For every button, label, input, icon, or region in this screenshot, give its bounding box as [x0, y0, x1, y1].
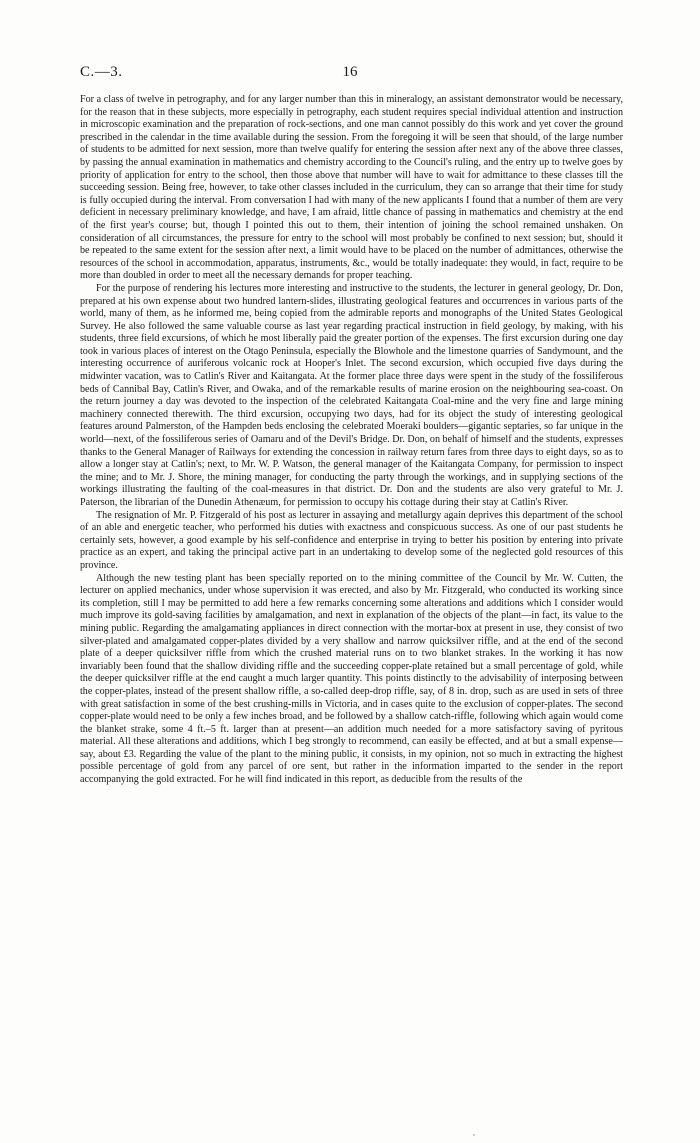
- scan-speck: [473, 1134, 475, 1136]
- paragraph-fitzgerald-resignation: The resignation of Mr. P. Fitzgerald of his post as lecturer in assaying and metallurgy again deprives this department of the school of an able and energetic teacher, who performed his duties with exactness and conspicuous success. As one of our past students he certainly sets, however, a good example by his self-confidence and enterprise in trying to better his position by entering into private practice as an expert, and taking the principal active part in an undertaking to develop some of the neglected gold resources of this province.: [80, 509, 623, 571]
- paragraph-testing-plant: Although the new testing plant has been specially reported on to the mining committee of the Council by Mr. W. Cutten, the lecturer on applied mechanics, under whose supervision it was erected, and also by Mr. Fitzgerald, who conducted its working since its completion, still I may be permitted to add here a few remarks concerning some alterations and additions which I consider would much improve its gold-saving facilities by amalgamation, and next in explanation of the objects of the plant—in fact, its value to the mining public. Regarding the amalgamating appliances in direct connection with the mortar-box at present in use, they consist of two silver-plated and amalgamated copper-plates divided by a very shallow and narrow quicksilver riffle, and at the end of the second plate of a deeper quicksilver riffle from which the crushed material runs on to two blanket strakes. In the working it has now invariably been found that the shallow dividing riffle and the succeeding copper-plate retained but a small percentage of gold, while the deeper quicksilver riffle at the end caught a much larger quantity. This points distinctly to the advisability of interposing between the copper-plates, instead of the present shallow riffle, a so-called deep-drop riffle, say, of 8 in. drop, such as are used in sets of three with great satisfaction in some of the best crushing-mills in Victoria, and in cases quite to the exclusion of copper-plates. The second copper-plate would need to be only a few inches broad, and be followed by a shallow catch-riffle, following which again would come the blanket strake, some 4 ft.–5 ft. larger than at present—an addition much needed for a more satisfactory saving of pyritous material. All these alterations and additions, which I beg strongly to recommend, can easily be effected, and at but a small expense—say, about £3. Regarding the value of the plant to the mining public, it consists, in my opinion, not so much in extracting the highest possible percentage of gold from any parcel of ore sent, but rather in the information imparted to the sender in the report accompanying the gold extracted. For he will find indicated in this report, as deducible from the results of the: [80, 572, 623, 786]
- document-reference: C.—3.: [80, 64, 123, 80]
- paragraph-geology-excursions: For the purpose of rendering his lectures more interesting and instructive to the students, the lecturer in general geology, Dr. Don, prepared at his own expense about two hundred lantern-slides, illustrating geological features and occurrences in various parts of the world, many of them, as he informed me, being copied from the admirable reports and monographs of the United States Geological Survey. He also followed the same valuable course as last year regarding practical instruction in field geology, by making, with his students, three field excursions, of which he most liberally paid the greater portion of the expenses. The first excursion during one day took in various places of interest on the Otago Peninsula, especially the Blowhole and the limestone quarries of Sandymount, and the interesting occurrence of auriferous volcanic rock at Hooper's Inlet. The second excursion, which occupied five days during the midwinter vacation, was to Catlin's River and Kaitangata. At the former place three days were spent in the study of the fossiliferous beds of Cannibal Bay, Catlin's River, and Owaka, and of the remarkable results of marine erosion on the neighbouring sea-coast. On the return journey a day was devoted to the inspection of the celebrated Kaitangata Coal-mine and the very fine and large mining machinery connected therewith. The third excursion, occupying two days, had for its object the study of interesting geological features around Palmerston, of the Hampden beds enclosing the celebrated Moeraki boulders—gigantic septaries, so far unique in the world—next, of the fossiliferous series of Oamaru and of the Devil's Bridge. Dr. Don, on behalf of himself and the students, expresses thanks to the General Manager of Railways for extending the concession in railway return fares from three days to eight days, so as to allow a longer stay at Catlin's; next, to Mr. W. P. Watson, the general manager of the Kaitangata Company, for permission to inspect the mine; and to Mr. J. Shore, the mining manager, for conducting the party through the workings, and in supplying sections of the workings illustrating the faulting of the coal-measures in that district. Dr. Don and the students are also very grateful to Mr. J. Paterson, the librarian of the Dunedin Athenæum, for permission to occupy his cottage during their stay at Catlin's River.: [80, 282, 623, 508]
- page-number: 16: [342, 64, 358, 80]
- body-text: [80, 94, 623, 787]
- paragraph-petrography-class: For a class of twelve in petrography, and for any larger number than this in mineralogy, an assistant demonstrator would be necessary, for the reason that in these subjects, more especially in petrography, each student requires special individual attention and instruction in microscopic examination and the preparation of rock-sections, and one man cannot possibly do this work and yet cover the ground prescribed in the calendar in the time available during the session. From the foregoing it will be seen that should, of the large number of students to be admitted for next session, more than twelve qualify for entering the session after next any of the above three classes, by passing the annual examination in mathematics and chemistry according to the Council's ruling, and the entry up to twelve goes by priority of application for entry to the school, then those above that number will have to wait for admittance to these classes till the succeeding session. Being free, however, to take other classes included in the curriculum, they can so arrange that their time for study is fully occupied during the interval. From conversation I had with many of the new applicants I found that a number of them are very deficient in necessary preliminary knowledge, and have, I am afraid, little chance of passing in mathematics and chemistry at the end of the first year's course; but, though I pointed this out to them, their intention of joining the school remained unshaken. On consideration of all circumstances, the pressure for entry to the school will most probably be confined to next session; but, should it be repeated to the same extent for the session after next, a limit would have to be placed on the number of admittances, otherwise the resources of the school in accommodation, apparatus, instruments, &c., would be totally inadequate: they would, in fact, require to be more than doubled in order to meet all the necessary demands for proper teaching.: [80, 94, 623, 282]
- page-header: [80, 64, 620, 84]
